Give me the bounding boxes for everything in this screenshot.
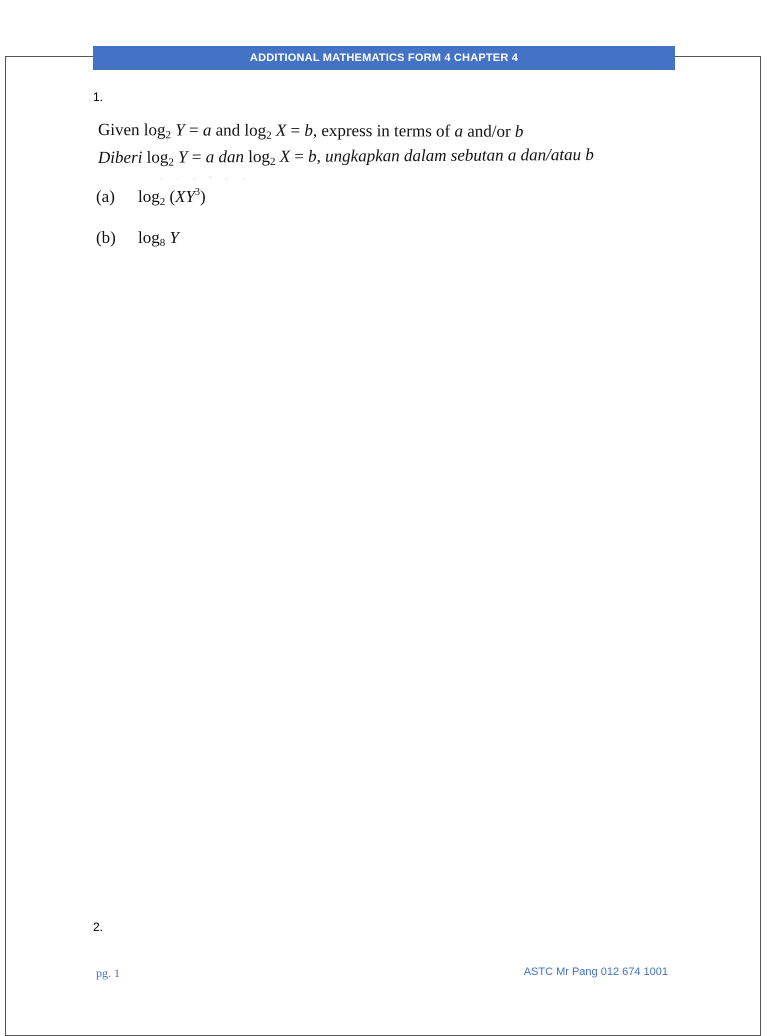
question-number-1: 1. <box>93 90 104 104</box>
part-b-label: (b) <box>96 228 116 247</box>
footer-contact: ASTC Mr Pang 012 674 1001 <box>523 966 668 978</box>
footer-page-number: pg. 1 <box>96 966 120 980</box>
header-bar <box>93 46 675 70</box>
scan-specks: · · · ' · · <box>160 175 251 184</box>
question-number-2: 2. <box>93 920 104 934</box>
question-1-given-english: Given $\log_2 Y = a$ and $\log_2 X = b$, express in terms of a and/or b <box>97 120 524 142</box>
question-1-part-b <box>96 228 179 248</box>
header-title: ADDITIONAL MATHEMATICS FORM 4 CHAPTER 4 <box>249 52 519 64</box>
question-1-given-malay: Diberi $\log_2 Y = a$ dan $\log_2 X = b$, ungkapkan dalam sebutan a dan/atau b <box>97 144 594 169</box>
part-a-label: (a) <box>96 187 115 206</box>
part-b-expression: $\log_8 Y$ <box>138 228 179 249</box>
part-a-expression: $\log_2 (XY^3)$ <box>138 187 206 208</box>
question-1-part-a <box>96 187 206 207</box>
